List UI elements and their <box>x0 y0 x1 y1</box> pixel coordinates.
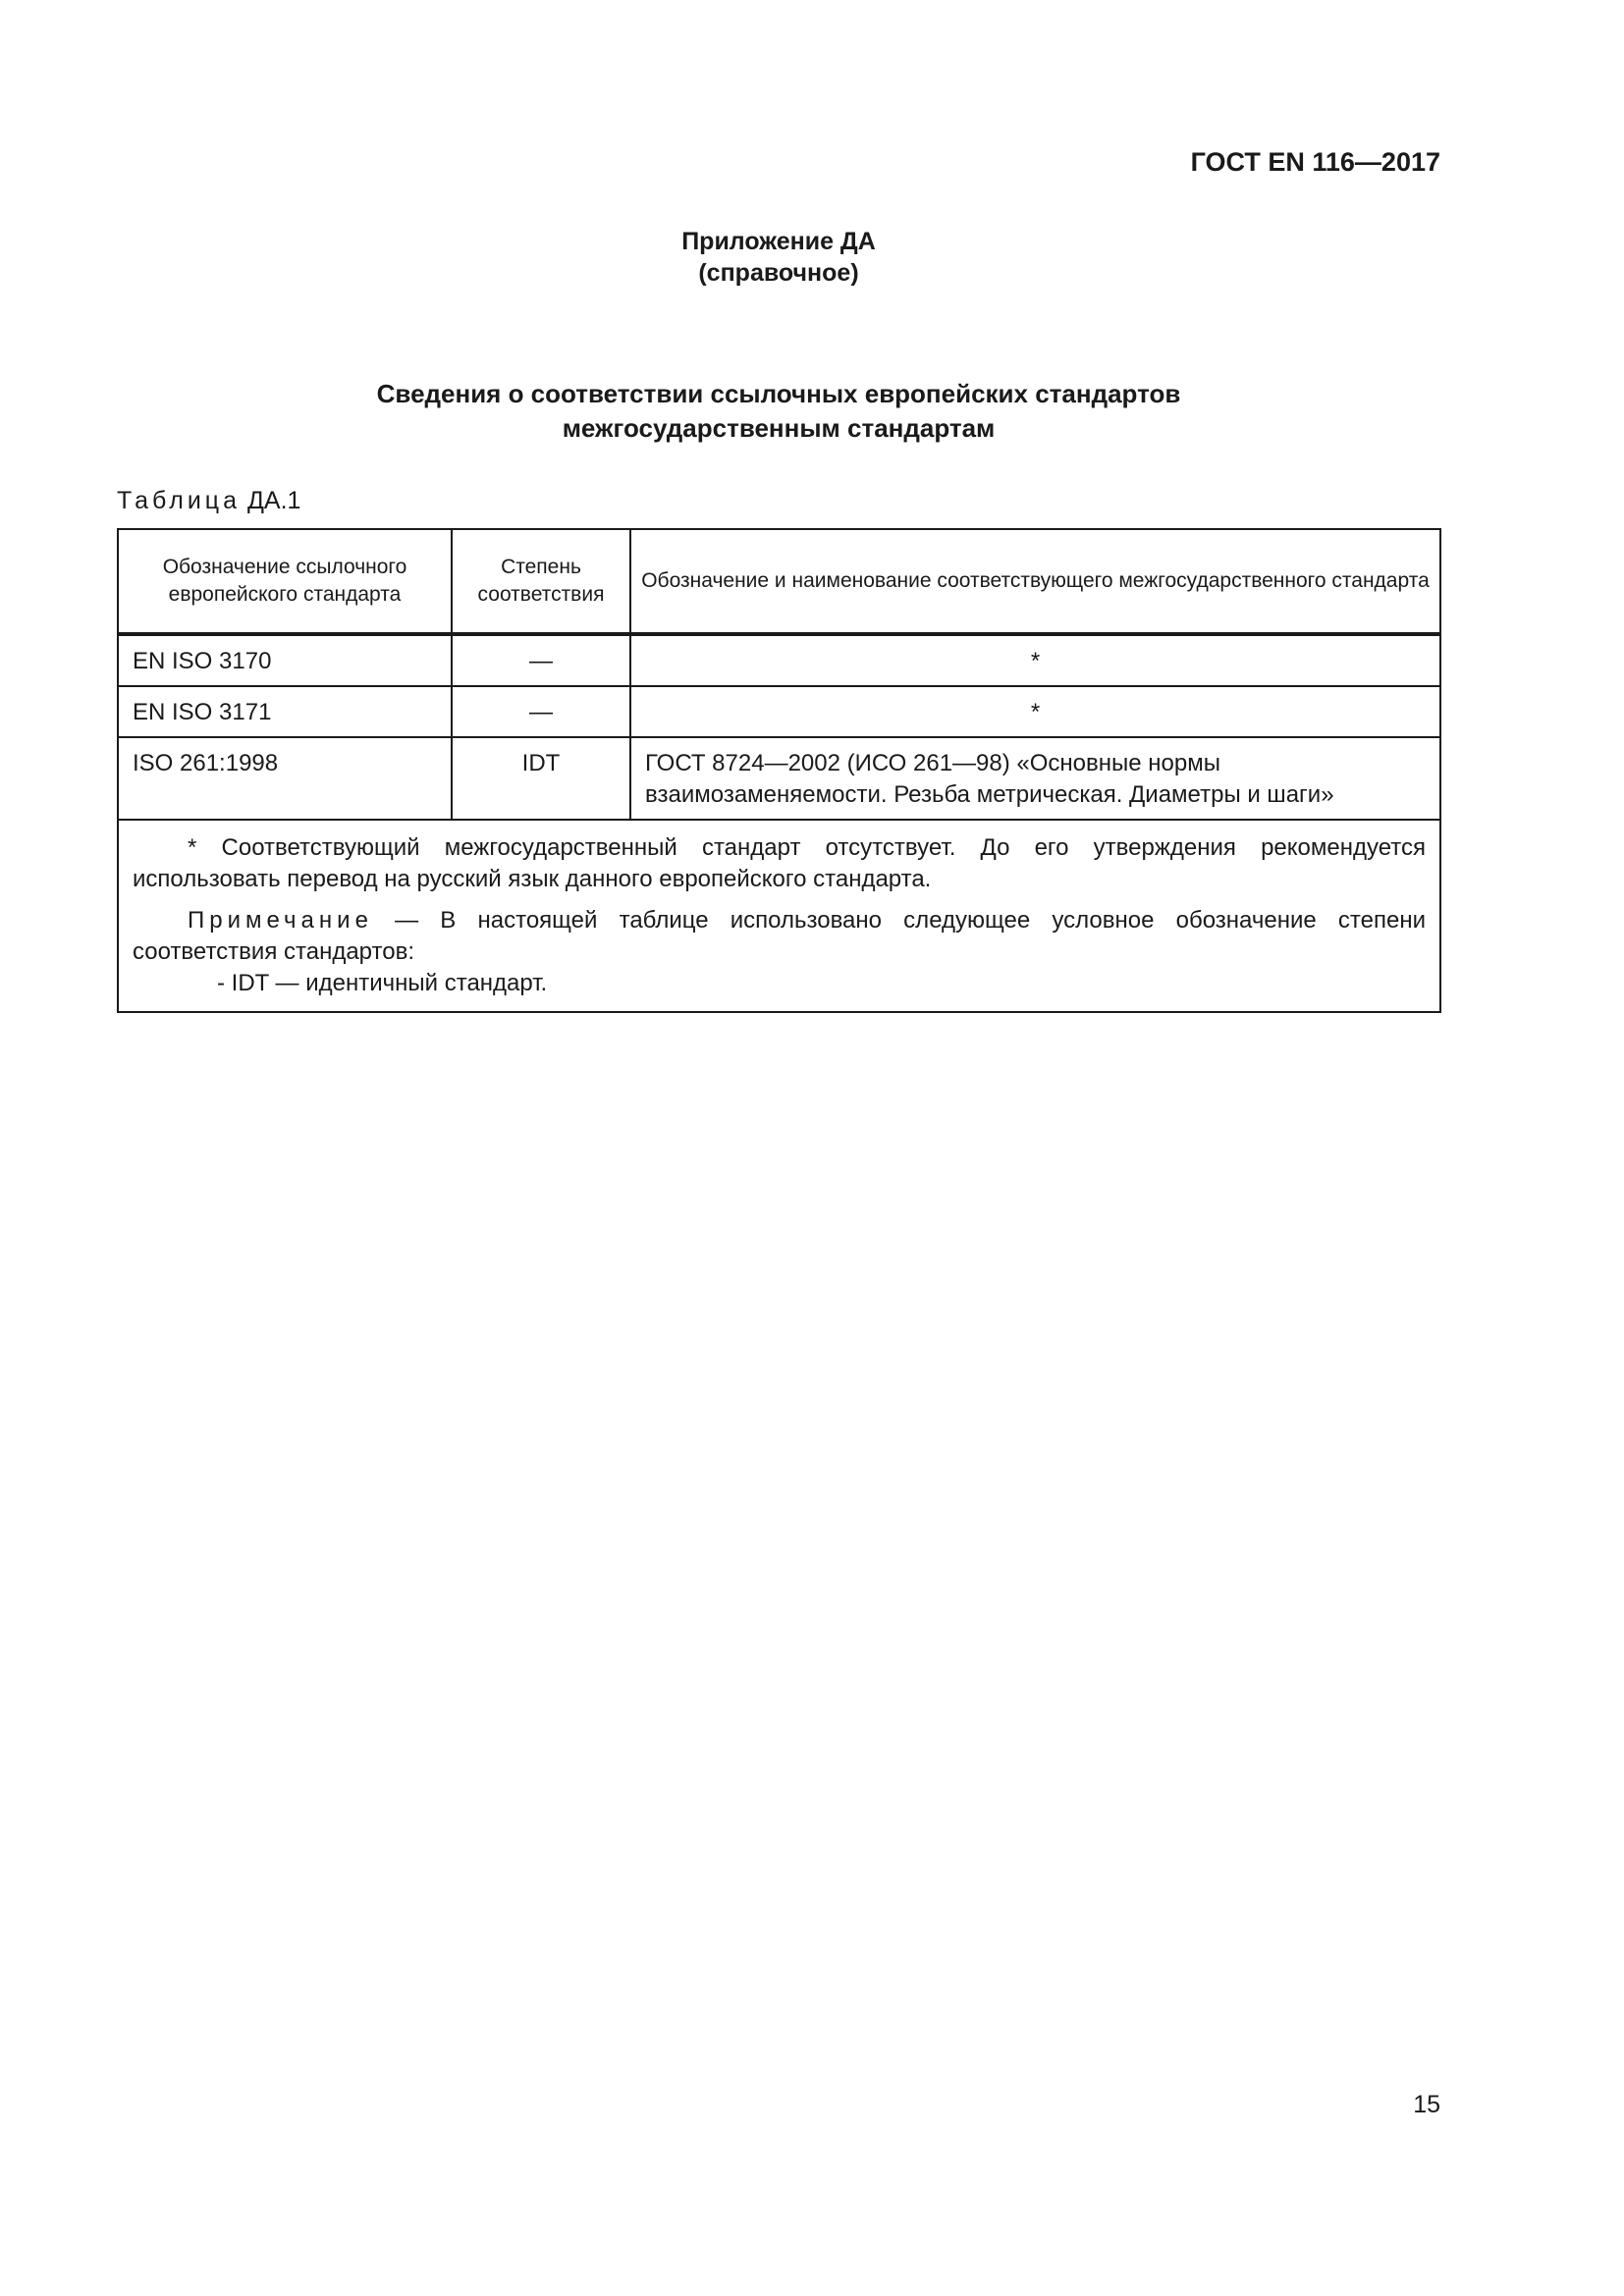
table-row <box>118 737 1440 820</box>
table-row <box>118 634 1440 686</box>
section-title-line1: Сведения о соответствии ссылочных европейских стандартов <box>376 379 1181 408</box>
table-notes <box>118 820 1440 1012</box>
document-code: ГОСТ EN 116—2017 <box>1190 147 1440 177</box>
note-item: - IDT — идентичный стандарт. <box>217 970 548 996</box>
header-degree: Степень соответствия <box>452 529 630 634</box>
note-text: — В настоящей таблице использовано следующее условное обозначение степени соответствия стандартов: <box>133 907 1426 965</box>
cell-interstate-standard: ГОСТ 8724—2002 (ИСО 261—98) «Основные нормы взаимозаменяемости. Резьба метрическая. Диаметры и шаги» <box>630 737 1440 820</box>
header-interstate-standard: Обозначение и наименование соответствующего межгосударственного стандарта <box>630 529 1440 634</box>
cell-reference-standard: ISO 261:1998 <box>118 737 452 820</box>
annex-title: Приложение ДА <box>681 228 876 255</box>
cell-degree: — <box>452 634 630 686</box>
cell-reference-standard: EN ISO 3171 <box>118 686 452 737</box>
note-heading: Примечание <box>188 907 373 934</box>
correspondence-table <box>117 528 1441 1013</box>
table-label-word: Таблица <box>117 487 242 514</box>
cell-reference-standard: EN ISO 3170 <box>118 634 452 686</box>
annex-subtitle: (справочное) <box>698 259 859 287</box>
page-number: 15 <box>1413 2091 1440 2118</box>
section-title <box>0 377 1557 446</box>
cell-interstate-standard: * <box>630 686 1440 737</box>
cell-degree: IDT <box>452 737 630 820</box>
header-reference-standard: Обозначение ссылочного европейского стандарта <box>118 529 452 634</box>
note <box>133 905 1426 968</box>
table-notes-row <box>118 820 1440 1012</box>
table-label-number: ДА.1 <box>246 487 301 514</box>
cell-degree: — <box>452 686 630 737</box>
table-label <box>117 487 300 515</box>
footnote: * Соответствующий межгосударственный стандарт отсутствует. До его утверждения рекомендуется использовать перевод на русский язык данного европейского стандарта. <box>133 834 1426 892</box>
cell-interstate-standard: * <box>630 634 1440 686</box>
table-row <box>118 686 1440 737</box>
table-header-row <box>118 529 1440 634</box>
section-title-line2: межгосударственным стандартам <box>562 413 996 443</box>
annex-heading <box>0 226 1557 289</box>
